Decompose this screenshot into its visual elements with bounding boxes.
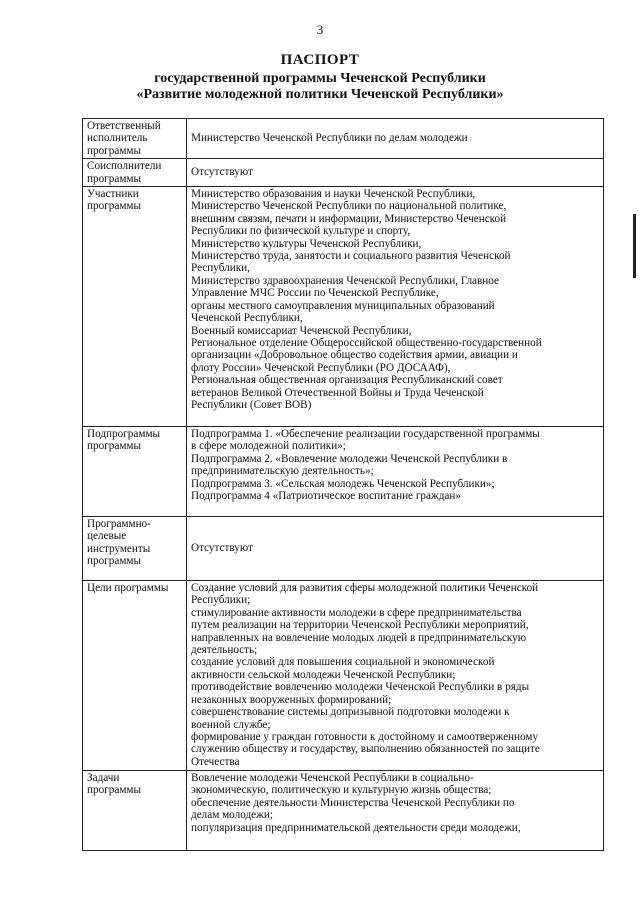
value-line: Министерство труда, занятости и социального развития Чеченской bbox=[191, 250, 511, 263]
value-line: активности сельской молодежи Чеченской Республики; bbox=[191, 668, 456, 681]
value-line: Подпрограмма 2. «Вовлечение молодежи Чеченской Республики в bbox=[191, 452, 508, 465]
passport-row-value bbox=[187, 119, 604, 159]
passport-row bbox=[83, 517, 604, 581]
label-line: программы bbox=[87, 172, 141, 185]
passport-row-label bbox=[83, 187, 187, 427]
value-line: Республики (Совет ВОВ) bbox=[191, 398, 312, 411]
passport-row bbox=[83, 427, 604, 517]
value-line: Управление МЧС России по Чеченской Республике, bbox=[191, 287, 439, 300]
value-line: Отсутствуют bbox=[191, 166, 253, 179]
passport-row bbox=[83, 187, 604, 427]
passport-row-label bbox=[83, 771, 187, 851]
subtitle-line: «Развитие молодежной политики Чеченской Республики» bbox=[136, 87, 504, 102]
label-line: целевые bbox=[87, 530, 127, 543]
value-line: Подпрограмма 1. «Обеспечение реализации государственной программы bbox=[191, 428, 540, 441]
passport-row bbox=[83, 581, 604, 771]
value-line: Министерство культуры Чеченской Республики, bbox=[191, 237, 422, 250]
passport-row-value bbox=[187, 427, 604, 517]
label-line: программы bbox=[87, 440, 141, 453]
value-line: обеспечение деятельности Министерства Чеченской Республики по bbox=[191, 796, 515, 809]
passport-row-value bbox=[187, 771, 604, 851]
value-line: незаконных вооруженных формирований; bbox=[191, 693, 392, 706]
document-title: ПАСПОРТ bbox=[280, 52, 360, 68]
passport-row-value bbox=[187, 187, 604, 427]
passport-row-label bbox=[83, 119, 187, 159]
passport-row bbox=[83, 159, 604, 187]
passport-row bbox=[83, 771, 604, 851]
value-line: Министерство Чеченской Республики по национальной политике, bbox=[191, 200, 507, 213]
label-line: Задачи bbox=[87, 772, 120, 785]
value-line: Министерство здравоохранения Чеченской Республики, Главное bbox=[191, 274, 499, 287]
value-line: Отечества bbox=[191, 755, 240, 768]
value-line: Республики по физической культуре и спорту, bbox=[191, 225, 411, 238]
value-line: Военный комиссариат Чеченской Республики, bbox=[191, 324, 412, 337]
value-line: формирование у граждан готовности к достойному и самоотверженному bbox=[191, 730, 539, 743]
value-line: стимулирование активности молодежи в сфере предпринимательства bbox=[191, 606, 522, 619]
label-line: Ответственный bbox=[87, 120, 161, 132]
value-line: путем реализации на территории Чеченской Республики мероприятий, bbox=[191, 619, 529, 632]
label-line: инструменты bbox=[87, 542, 151, 555]
label-line: Подпрограммы bbox=[87, 428, 161, 441]
value-line: ветеранов Великой Отечественной Войны и Труда Чеченской bbox=[191, 386, 484, 399]
value-line: флоту России» Чеченской Республики (РО ДОСААФ), bbox=[191, 361, 451, 374]
label-line: Участники bbox=[87, 188, 139, 201]
value-line: органы местного самоуправления муниципальных образований bbox=[191, 299, 495, 312]
label-line: Цели программы bbox=[87, 582, 169, 595]
passport-row-value bbox=[187, 159, 604, 187]
value-line: Отсутствуют bbox=[191, 542, 253, 555]
value-line: совершенствование системы допризывной подготовки молодежи к bbox=[191, 706, 510, 719]
value-line: Республики, bbox=[191, 262, 250, 275]
scan-edge-mark bbox=[633, 214, 636, 278]
value-line: Республики; bbox=[191, 594, 251, 607]
value-line: организации «Добровольное общество содействия армии, авиации и bbox=[191, 349, 518, 362]
value-line: Подпрограмма 4 «Патриотическое воспитание граждан» bbox=[191, 490, 461, 503]
value-line: экономическую, политическую и культурную жизнь общества; bbox=[191, 784, 492, 797]
value-line: деятельность; bbox=[191, 644, 258, 657]
value-line: военной службе; bbox=[191, 718, 271, 731]
passport-table bbox=[82, 118, 604, 851]
value-line: предпринимательскую деятельность»; bbox=[191, 465, 374, 478]
passport-row-value bbox=[187, 581, 604, 771]
value-line: служению обществу и государству, выполнению обязанностей по защите bbox=[191, 743, 540, 756]
label-line: программы bbox=[87, 555, 141, 568]
subtitle-line: государственной программы Чеченской Республики bbox=[154, 71, 486, 86]
value-line: Региональная общественная организация Республиканский совет bbox=[191, 374, 503, 387]
value-line: Подпрограмма 3. «Сельская молодежь Чеченской Республики»; bbox=[191, 477, 495, 490]
label-line: Программно- bbox=[87, 518, 151, 531]
passport-row-value bbox=[187, 517, 604, 581]
passport-row bbox=[83, 119, 604, 159]
passport-row-label bbox=[83, 427, 187, 517]
document-subtitle bbox=[0, 71, 640, 103]
passport-table-body bbox=[83, 119, 604, 851]
page-number: 3 bbox=[316, 22, 324, 37]
value-line: Министерство образования и науки Чеченской Республики, bbox=[191, 188, 476, 201]
value-line: Министерство Чеченской Республики по делам молодежи bbox=[191, 132, 468, 145]
value-line: Чеченской Республики, bbox=[191, 312, 303, 325]
label-line: Соисполнители bbox=[87, 160, 162, 173]
value-line: Региональное отделение Общероссийской общественно-государственной bbox=[191, 336, 542, 349]
value-line: внешним связям, печати и информации, Министерство Чеченской bbox=[191, 212, 507, 225]
value-line: популяризация предпринимательской деятельности среди молодежи, bbox=[191, 821, 521, 834]
value-line: создание условий для повышения социальной и экономической bbox=[191, 656, 495, 669]
value-line: в сфере молодежной политики»; bbox=[191, 440, 346, 453]
value-line: Создание условий для развития сферы молодежной политики Чеченской bbox=[191, 582, 539, 595]
value-line: Вовлечение молодежи Чеченской Республики в социально- bbox=[191, 772, 474, 785]
label-line: программы bbox=[87, 144, 141, 157]
value-line: направленных на вовлечение молодых людей в предпринимательскую bbox=[191, 631, 527, 644]
passport-row-label bbox=[83, 581, 187, 771]
value-line: делам молодежи; bbox=[191, 809, 273, 822]
label-line: исполнитель bbox=[87, 132, 148, 145]
value-line: противодействие вовлечению молодежи Чеченской Республики в ряды bbox=[191, 681, 530, 694]
passport-row-label bbox=[83, 159, 187, 187]
label-line: программы bbox=[87, 784, 141, 797]
passport-row-label bbox=[83, 517, 187, 581]
label-line: программы bbox=[87, 200, 141, 213]
